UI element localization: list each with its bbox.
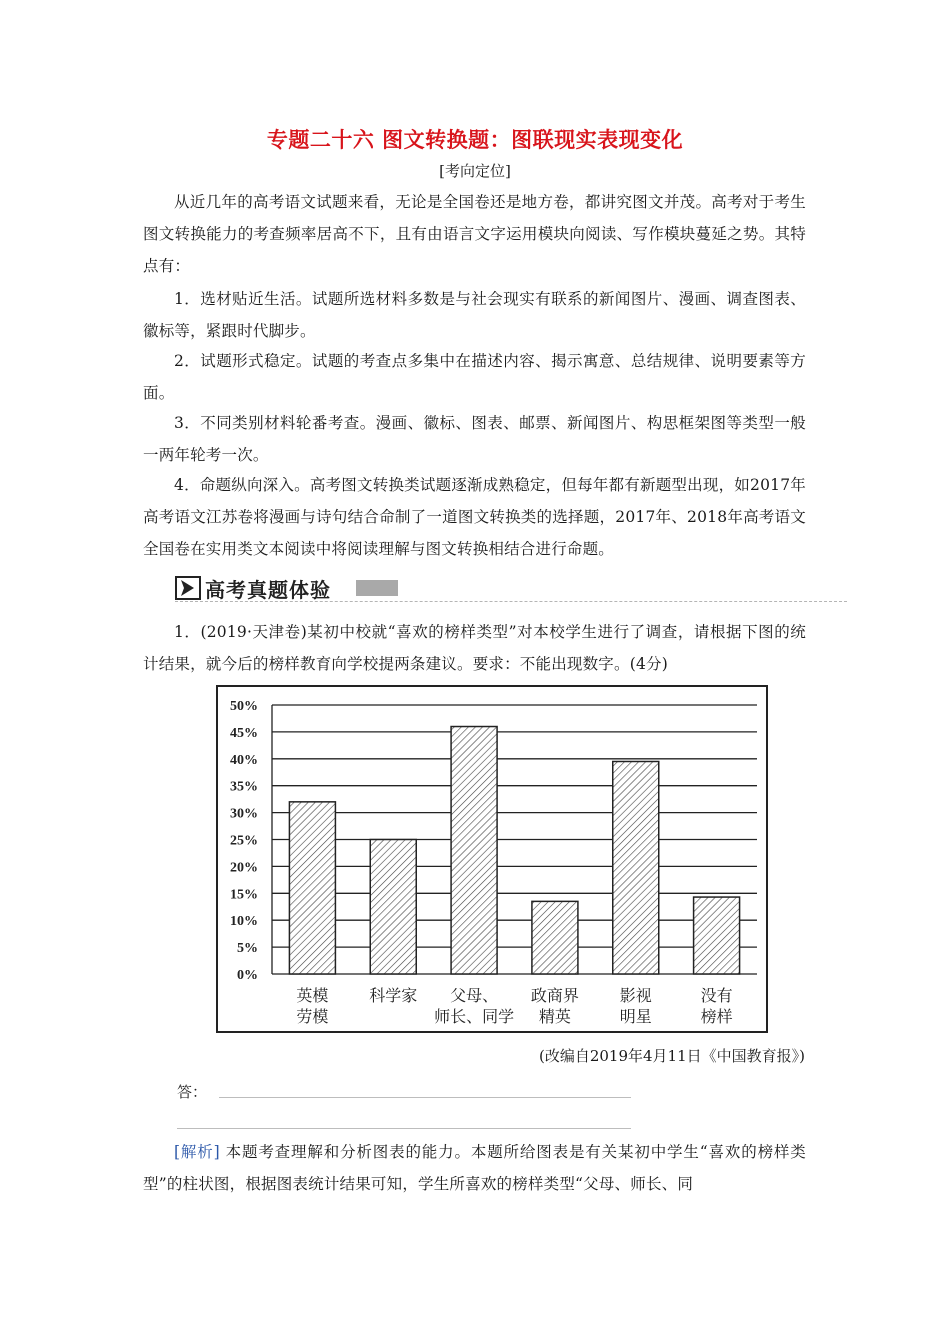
point-paragraph-2: 2．试题形式稳定。试题的考查点多集中在描述内容、揭示寓意、总结规律、说明要素等方面。 [143, 352, 806, 402]
x-tick-label: 师长、同学 [434, 1007, 515, 1026]
x-tick-label: 精英 [538, 1007, 571, 1026]
bar [289, 802, 335, 974]
x-tick-label: 影视 [619, 986, 652, 1005]
question-paragraph: 1．(2019·天津卷)某初中校就“喜欢的榜样类型”对本校学生进行了调查，请根据下图的统计结果，就今后的榜样教育向学校提两条建议。要求：不能出现数字。(4分) [143, 623, 806, 673]
bar [613, 761, 659, 974]
bar [451, 727, 497, 974]
point-paragraph-1: 1．选材贴近生活。试题所选材料多数是与社会现实有联系的新闻图片、漫画、调查图表、徽标等，紧跟时代脚步。 [143, 290, 806, 340]
answer-line[interactable] [219, 1097, 631, 1098]
analysis-tag: [解析] [174, 1143, 220, 1161]
x-tick-label: 明星 [619, 1007, 652, 1026]
bar [694, 897, 740, 974]
y-tick-label: 20% [230, 860, 258, 876]
y-tick-label: 50% [230, 699, 258, 714]
x-tick-label: 政商界 [530, 986, 579, 1005]
bar-chart-svg [218, 687, 766, 1031]
y-tick-label: 25% [230, 833, 258, 849]
section-header [175, 572, 847, 604]
answer-line[interactable] [177, 1128, 631, 1129]
x-tick-label: 科学家 [369, 986, 418, 1005]
y-tick-label: 0% [237, 968, 258, 983]
arrow-icon [175, 576, 203, 600]
analysis-text: 本题考查理解和分析图表的能力。本题所给图表是有关某初中学生“喜欢的榜样类型”的柱状图，根据图表统计结果可知，学生所喜欢的榜样类型“父母、师长、同 [143, 1143, 806, 1193]
y-tick-label: 15% [230, 887, 258, 903]
x-tick-label: 榜样 [700, 1007, 733, 1026]
point-paragraph-3: 3．不同类别材料轮番考查。漫画、徽标、图表、邮票、新闻图片、构思框架图等类型一般一两年轮考一次。 [143, 414, 806, 464]
chart-source: (改编自2019年4月11日《中国教育报》) [538, 1047, 805, 1065]
answer-label: 答： [177, 1083, 208, 1101]
y-tick-label: 40% [230, 752, 258, 768]
y-tick-label: 10% [230, 914, 258, 930]
point-paragraph-4: 4．命题纵向深入。高考图文转换类试题逐渐成熟稳定，但每年都有新题型出现，如2017年高考语文江苏卷将漫画与诗句结合命制了一道图文转换类的选择题，2017年、2018年高考语文全国卷在实用类文本阅读中将阅读理解与图文转换相结合进行命题。 [143, 476, 806, 558]
x-tick-label: 劳模 [296, 1007, 329, 1026]
page-title: 专题二十六 图文转换题：图联现实表现变化 [266, 128, 684, 152]
x-tick-label: 英模 [296, 986, 329, 1005]
section-heading-bar [356, 580, 398, 596]
x-tick-label: 没有 [700, 986, 733, 1005]
bar [532, 901, 578, 974]
x-tick-label: 父母、 [450, 986, 499, 1005]
y-tick-label: 45% [230, 725, 258, 741]
y-tick-label: 35% [230, 779, 258, 795]
y-tick-label: 5% [237, 941, 258, 957]
section-heading: 高考真题体验 [205, 578, 331, 602]
y-tick-label: 30% [230, 806, 258, 822]
intro-paragraph: 从近几年的高考语文试题来看，无论是全国卷还是地方卷，都讲究图文并茂。高考对于考生图文转换能力的考查频率居高不下，且有由语言文字运用模块向阅读、写作模块蔓延之势。其特点有： [143, 193, 806, 275]
analysis-paragraph [143, 1136, 806, 1200]
bar [370, 840, 416, 975]
section-divider [175, 601, 847, 602]
bar-chart [216, 685, 768, 1033]
section-subtitle: [考向定位] [439, 162, 511, 180]
